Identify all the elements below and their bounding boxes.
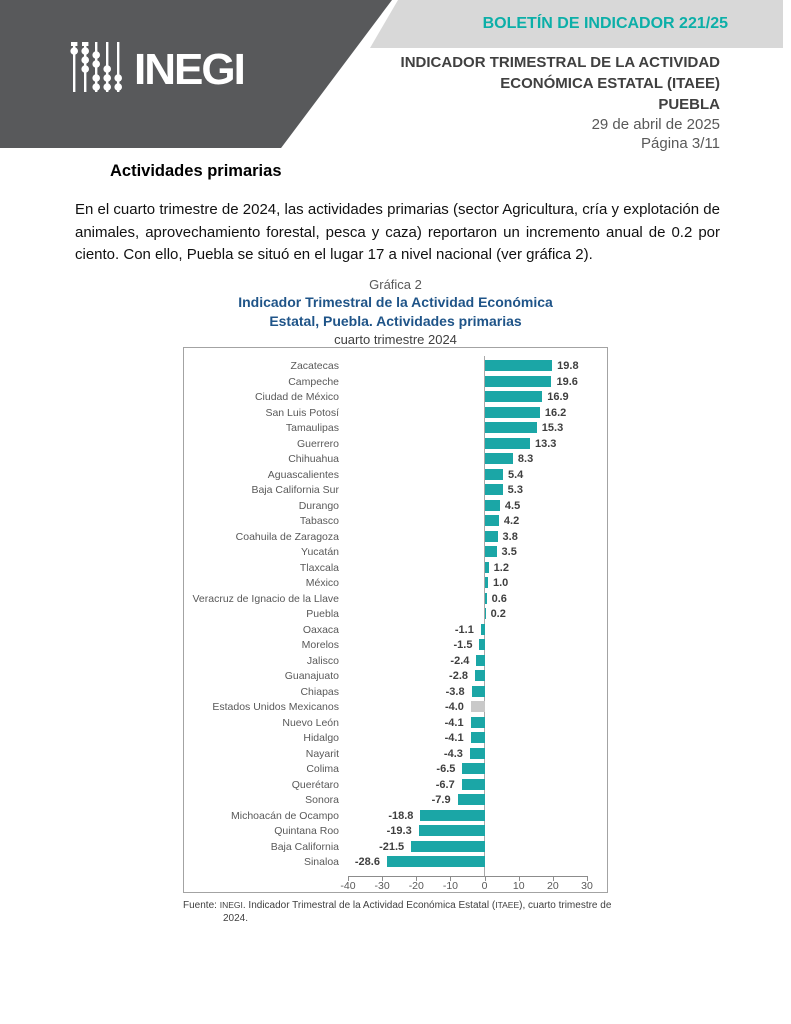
chart-row bbox=[184, 730, 607, 746]
state-label: Morelos bbox=[301, 639, 339, 651]
chart-row bbox=[184, 405, 607, 421]
state-label: Chihuahua bbox=[288, 453, 339, 465]
state-label: Guerrero bbox=[296, 437, 339, 450]
state-label: México bbox=[305, 577, 339, 589]
doc-title-line3: PUEBLA bbox=[658, 96, 720, 113]
chart-row bbox=[184, 668, 607, 684]
value-label: -4.1 bbox=[444, 716, 464, 729]
source-end: ), cuarto trimestre de 2024. bbox=[223, 900, 612, 924]
chart-row bbox=[184, 529, 607, 545]
x-axis-line bbox=[348, 876, 587, 877]
x-axis-tick-label: -40 bbox=[340, 880, 356, 892]
state-label: Quintana Roo bbox=[274, 825, 339, 837]
inegi-logo bbox=[68, 40, 244, 99]
document-header-block bbox=[401, 52, 720, 153]
x-axis-tick-label: 20 bbox=[547, 880, 559, 892]
chart-row bbox=[184, 358, 607, 374]
source-inegi: INEGI bbox=[219, 900, 243, 910]
chart-row bbox=[184, 560, 607, 576]
bar bbox=[485, 515, 499, 526]
bar bbox=[476, 655, 484, 666]
value-label: -18.8 bbox=[388, 809, 414, 822]
chart-row bbox=[184, 544, 607, 560]
chart-title-line2: Estatal, Puebla. Actividades primarias bbox=[269, 313, 522, 329]
chart-row bbox=[184, 389, 607, 405]
value-label: -3.8 bbox=[445, 685, 465, 698]
value-label: -4.0 bbox=[444, 701, 464, 713]
chart-row bbox=[184, 761, 607, 777]
x-axis-tick-label: -10 bbox=[442, 880, 459, 892]
state-label: Tabasco bbox=[299, 515, 339, 527]
chart-row bbox=[184, 467, 607, 483]
body-paragraph: En el cuarto trimestre de 2024, las actividades primarias (sector Agricultura, cría y explotación de animales, aprovechamiento forestal, pesca y caza) reportaron un incremento anual de 0.2 por ciento. Con ello, Puebla se situó en el lugar 17 a nivel nacional (ver gráfica 2). bbox=[75, 201, 720, 263]
value-label: -19.3 bbox=[386, 825, 412, 837]
state-label: Baja California Sur bbox=[251, 484, 339, 496]
chart-row bbox=[184, 622, 607, 638]
bar bbox=[485, 608, 486, 619]
state-label: Guanajuato bbox=[284, 670, 339, 682]
bar bbox=[485, 593, 487, 604]
bar bbox=[485, 360, 553, 371]
value-label: 1.2 bbox=[493, 561, 509, 574]
state-label: Yucatán bbox=[301, 546, 339, 558]
bar bbox=[470, 748, 485, 759]
state-label: Sonora bbox=[305, 794, 339, 806]
bar bbox=[462, 763, 484, 774]
chart-row bbox=[184, 792, 607, 808]
state-label: Estados Unidos Mexicanos bbox=[212, 701, 339, 713]
state-label: Chiapas bbox=[300, 685, 339, 698]
chart-row bbox=[184, 839, 607, 855]
bar bbox=[485, 469, 503, 480]
bar bbox=[411, 841, 484, 852]
chart-row bbox=[184, 684, 607, 700]
value-label: -2.4 bbox=[450, 654, 470, 667]
chart-subtitle: cuarto trimestre 2024 bbox=[334, 332, 457, 347]
doc-date: 29 de abril de 2025 bbox=[591, 116, 720, 133]
bar bbox=[471, 717, 485, 728]
state-label: Jalisco bbox=[306, 654, 339, 667]
bar bbox=[485, 531, 498, 542]
value-label: 4.5 bbox=[504, 499, 521, 512]
bulletin-title: BOLETÍN DE INDICADOR 221/25 bbox=[482, 15, 728, 32]
chart-number-label: Gráfica 2 bbox=[369, 277, 422, 292]
bar bbox=[472, 686, 485, 697]
bar bbox=[462, 779, 485, 790]
bar bbox=[485, 562, 489, 573]
inegi-logo-text: INEGI bbox=[134, 44, 244, 94]
state-label: Zacatecas bbox=[290, 360, 339, 372]
value-label: 16.2 bbox=[544, 406, 567, 419]
state-label: Oaxaca bbox=[302, 623, 339, 636]
value-label: 13.3 bbox=[534, 437, 557, 450]
value-label: 19.6 bbox=[556, 375, 578, 388]
state-label: Tlaxcala bbox=[299, 561, 339, 574]
value-label: 0.2 bbox=[490, 608, 506, 620]
state-label: Puebla bbox=[306, 608, 339, 620]
bar bbox=[420, 810, 484, 821]
bar bbox=[481, 624, 485, 635]
value-label: -6.7 bbox=[435, 778, 455, 791]
section-heading: Actividades primarias bbox=[110, 162, 282, 180]
chart-row bbox=[184, 498, 607, 514]
state-label: Colima bbox=[306, 763, 339, 775]
chart-row bbox=[184, 808, 607, 824]
state-label: Baja California bbox=[270, 840, 339, 853]
chart-row bbox=[184, 436, 607, 452]
bar bbox=[471, 701, 485, 712]
value-label: 0.6 bbox=[491, 592, 507, 605]
state-label: Querétaro bbox=[291, 778, 339, 791]
chart-row bbox=[184, 854, 607, 870]
state-label: Nuevo León bbox=[282, 716, 339, 729]
bar bbox=[479, 639, 484, 650]
bar bbox=[485, 407, 540, 418]
value-label: 19.8 bbox=[557, 360, 579, 372]
x-axis-tick-label: 10 bbox=[512, 880, 525, 892]
x-axis-tick-label: -20 bbox=[408, 880, 424, 892]
state-label: Tamaulipas bbox=[285, 422, 339, 434]
doc-title-line1: INDICADOR TRIMESTRAL DE LA ACTIVIDAD bbox=[400, 54, 720, 71]
chart-source bbox=[183, 899, 617, 925]
doc-page-number: Página 3/11 bbox=[641, 135, 720, 152]
value-label: 5.3 bbox=[507, 484, 523, 496]
value-label: 16.9 bbox=[547, 391, 569, 403]
value-label: 4.2 bbox=[503, 515, 520, 527]
x-axis-tick-label: 0 bbox=[481, 880, 488, 892]
state-label: Michoacán de Ocampo bbox=[231, 809, 339, 822]
value-label: -1.5 bbox=[453, 639, 473, 651]
chart-row bbox=[184, 575, 607, 591]
chart-row bbox=[184, 420, 607, 436]
source-mid: . Indicador Trimestral de la Actividad Económica Estatal ( bbox=[242, 900, 496, 911]
chart-row bbox=[184, 715, 607, 731]
value-label: -4.3 bbox=[443, 747, 463, 760]
chart-row bbox=[184, 513, 607, 529]
bar bbox=[475, 670, 485, 681]
value-label: 8.3 bbox=[517, 453, 534, 465]
chart-row bbox=[184, 482, 607, 498]
chart-row bbox=[184, 699, 607, 715]
value-label: 5.4 bbox=[508, 468, 524, 481]
chart-row bbox=[184, 823, 607, 839]
bar bbox=[485, 484, 503, 495]
bar bbox=[458, 794, 485, 805]
bar bbox=[387, 856, 485, 867]
chart-row bbox=[184, 374, 607, 390]
bar bbox=[485, 422, 537, 433]
value-label: -28.6 bbox=[354, 856, 380, 868]
value-label: 3.8 bbox=[502, 530, 518, 543]
chart-rows bbox=[184, 358, 607, 870]
state-label: Hidalgo bbox=[303, 732, 339, 744]
value-label: 1.0 bbox=[492, 577, 509, 589]
chart-row bbox=[184, 746, 607, 762]
state-label: Veracruz de Ignacio de la Llave bbox=[192, 592, 339, 605]
state-label: Aguascalientes bbox=[267, 468, 339, 481]
value-label: -1.1 bbox=[454, 623, 474, 636]
chart-row bbox=[184, 591, 607, 607]
chart-row bbox=[184, 653, 607, 669]
bar bbox=[485, 391, 543, 402]
bar bbox=[485, 438, 530, 449]
x-axis-tick-label: 30 bbox=[581, 880, 593, 892]
chart-row bbox=[184, 637, 607, 653]
state-label: Campeche bbox=[288, 375, 339, 388]
source-itaee: ITAEE bbox=[495, 900, 520, 910]
value-label: -21.5 bbox=[379, 840, 405, 853]
source-prefix: Fuente: bbox=[183, 900, 220, 911]
state-label: Durango bbox=[298, 499, 339, 512]
bar-chart bbox=[183, 347, 608, 893]
doc-title-line2: ECONÓMICA ESTATAL (ITAEE) bbox=[500, 75, 720, 92]
chart-row bbox=[184, 451, 607, 467]
state-label: Coahuila de Zaragoza bbox=[235, 530, 339, 543]
state-label: San Luis Potosí bbox=[265, 406, 339, 419]
bar bbox=[485, 453, 513, 464]
chart-row bbox=[184, 606, 607, 622]
bar bbox=[485, 577, 488, 588]
bar bbox=[485, 546, 497, 557]
bar bbox=[485, 376, 552, 387]
state-label: Nayarit bbox=[305, 747, 339, 760]
value-label: -2.8 bbox=[449, 670, 469, 682]
bar bbox=[471, 732, 485, 743]
bar bbox=[419, 825, 485, 836]
value-label: 15.3 bbox=[541, 422, 564, 434]
state-label: Sinaloa bbox=[303, 856, 339, 868]
x-axis-tick-label: -30 bbox=[374, 880, 390, 892]
bar bbox=[485, 500, 500, 511]
chart-title-line1: Indicador Trimestral de la Actividad Económica bbox=[238, 294, 553, 310]
value-label: -7.9 bbox=[431, 794, 451, 806]
value-label: -4.1 bbox=[444, 732, 464, 744]
value-label: -6.5 bbox=[436, 763, 456, 775]
chart-row bbox=[184, 777, 607, 793]
value-label: 3.5 bbox=[501, 546, 517, 558]
state-label: Ciudad de México bbox=[254, 391, 339, 403]
abacus-icon bbox=[68, 40, 126, 99]
